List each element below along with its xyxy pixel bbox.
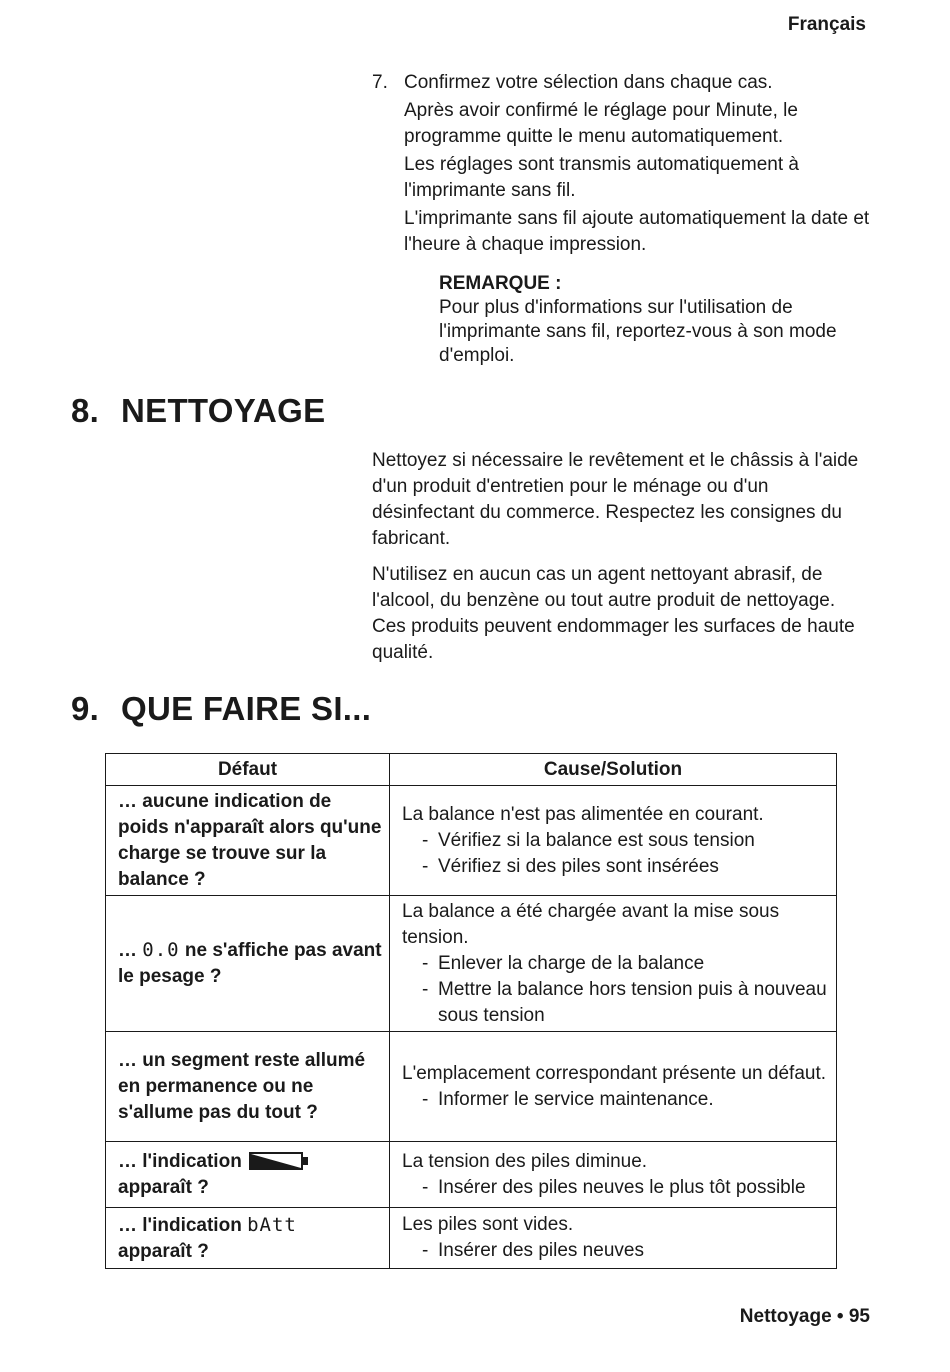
solution-cell (390, 1208, 837, 1269)
column-header-solution: Cause/Solution (390, 754, 837, 786)
column-header-fault: Défaut (106, 754, 390, 786)
section-number: 9. (71, 690, 100, 727)
cleaning-paragraph: N'utilisez en aucun cas un agent nettoyant abrasif, de l'alcool, du benzène ou tout autre produit de nettoyage. Ces produits peuvent endommager les surfaces de haute qualité. (372, 564, 855, 663)
lcd-zero-display: 0.0 (142, 939, 180, 961)
troubleshooting-table (105, 753, 837, 1269)
action-item: - Insérer des piles neuves (422, 1240, 644, 1261)
fault-cell: … un segment reste allumé en permanence ou ne s'allume pas du tout ? (106, 1032, 390, 1142)
section-heading-troubleshooting (71, 690, 371, 728)
language-label: Français (787, 14, 866, 35)
solution-cell (390, 786, 837, 896)
table-row (106, 1142, 837, 1208)
section-title: QUE FAIRE SI... (121, 690, 372, 727)
cleaning-paragraph: Nettoyez si nécessaire le revêtement et le châssis à l'aide d'un produit d'entretien pour le ménage ou d'un désinfectant du commerce. Respectez les consignes du fabricant. (372, 450, 859, 549)
remark-text: Pour plus d'informations sur l'utilisation de l'imprimante sans fil, reportez-vous à son mode d'emploi. (439, 297, 837, 366)
action-item: - Enlever la charge de la balance (422, 952, 705, 974)
page-footer: Nettoyage • 95 (739, 1306, 870, 1327)
cause-text: L'emplacement correspondant présente un défaut. (402, 1062, 827, 1084)
step-line: Les réglages sont transmis automatiquement à l'imprimante sans fil. (404, 154, 799, 201)
cause-text: La tension des piles diminue. (402, 1150, 648, 1172)
cause-text: Les piles sont vides. (402, 1214, 574, 1235)
lcd-batt-display: bAtt (247, 1213, 297, 1236)
solution-cell (390, 896, 837, 1032)
battery-low-icon (249, 1152, 309, 1170)
solution-cell (390, 1142, 837, 1208)
cause-text: La balance n'est pas alimentée en courant. (402, 803, 764, 825)
table-row (106, 1208, 837, 1269)
action-item: - Vérifiez si la balance est sous tension (422, 829, 755, 851)
cause-text: La balance a été chargée avant la mise sous tension. (402, 900, 780, 948)
cleaning-text (372, 448, 872, 676)
section-title: NETTOYAGE (121, 392, 326, 429)
fault-cell: … l'indication apparaît ? (106, 1142, 390, 1208)
fault-cell: … 0.0 ne s'affiche pas avant le pesage ? (106, 896, 390, 1032)
table-row (106, 896, 837, 1032)
step-line: Après avoir confirmé le réglage pour Minute, le programme quitte le menu automatiquement. (404, 100, 798, 147)
solution-cell (390, 1032, 837, 1142)
step-line: L'imprimante sans fil ajoute automatiquement la date et l'heure à chaque impression. (404, 208, 870, 255)
table-row (106, 786, 837, 896)
action-item: - Vérifiez si des piles sont insérées (422, 855, 719, 877)
action-item: - Informer le service maintenance. (422, 1088, 714, 1110)
step-number: 7. (372, 72, 388, 93)
action-item: - Mettre la balance hors tension puis à nouveau sous tension (422, 978, 827, 1026)
fault-cell: … l'indication bAtt apparaît ? (106, 1208, 390, 1269)
fault-cell: … aucune indication de poids n'apparaît alors qu'une charge se trouve sur la balance ? (106, 786, 390, 896)
section-heading-cleaning (71, 392, 325, 430)
table-header-row (106, 754, 837, 786)
remark-note (439, 272, 879, 368)
action-item: - Insérer des piles neuves le plus tôt possible (422, 1176, 806, 1198)
table-row (106, 1032, 837, 1142)
step-7 (372, 70, 872, 260)
section-number: 8. (71, 392, 100, 429)
step-line: Confirmez votre sélection dans chaque cas. (404, 72, 773, 93)
remark-title: REMARQUE : (439, 273, 562, 294)
